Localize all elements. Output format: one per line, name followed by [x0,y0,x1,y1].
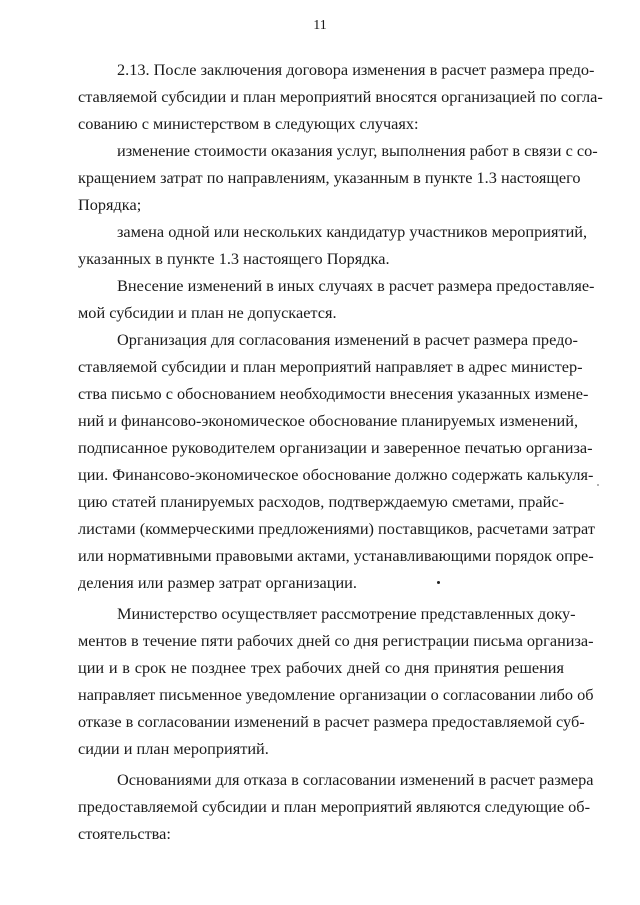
text-line: указанных в пункте 1.3 настоящего Порядка. [78,249,390,268]
text-line: ний и финансово-экономическое обоснование планируемых изменений, [78,411,579,430]
text-line: сованию с министерством в следующих случаях: [78,114,419,133]
text-line: замена одной или нескольких кандидатур участников мероприятий, [117,222,588,241]
text-line: 2.13. После заключения договора изменения в расчет размера предо- [117,60,595,79]
text-line: предоставляемой субсидии и план мероприятий являются следующие об- [78,797,591,816]
text-line: ставляемой субсидии и план мероприятий направляет в адрес министер- [78,357,583,376]
text-line: Организация для согласования изменений в расчет размера предо- [117,330,578,349]
text-line: ставляемой субсидии и план мероприятий вносятся организацией по согла- [78,87,603,106]
text-line: сидии и план мероприятий. [78,739,269,758]
text-line: Порядка; [78,195,142,214]
text-line: Основаниями для отказа в согласовании изменений в расчет размера [117,770,594,789]
text-line: цию статей планируемых расходов, подтверждаемую сметами, прайс- [78,492,564,511]
scan-speck [437,581,440,584]
text-line: или нормативными правовыми актами, устанавливающими порядок опре- [78,546,594,565]
text-line: ции. Финансово-экономическое обоснование должно содержать калькуля- [78,465,594,484]
text-line: направляет письменное уведомление организации о согласовании либо об [78,685,594,704]
text-line: ментов в течение пяти рабочих дней со дня регистрации письма организа- [78,631,594,650]
text-line: деления или размер затрат организации. [78,573,357,592]
text-line: стоятельства: [78,824,171,843]
text-line: ства письмо с обоснованием необходимости внесения указанных измене- [78,384,589,403]
text-line: листами (коммерческими предложениями) поставщиков, расчетами затрат [78,519,595,538]
text-line: мой субсидии и план не допускается. [78,303,337,322]
text-line: подписанное руководителем организации и заверенное печатью организа- [78,438,593,457]
text-line: отказе в согласовании изменений в расчет размера предоставляемой суб- [78,712,585,731]
text-line: кращением затрат по направлениям, указанным в пункте 1.3 настоящего [78,168,581,187]
scan-speck [597,484,599,486]
text-line: Внесение изменений в иных случаях в расчет размера предоставляе- [117,276,595,295]
text-line: ции и в срок не позднее трех рабочих дней со дня принятия решения [78,658,564,677]
page-number: 11 [313,18,327,33]
text-line: изменение стоимости оказания услуг, выполнения работ в связи с со- [117,141,598,160]
text-line: Министерство осуществляет рассмотрение представленных доку- [117,604,576,623]
